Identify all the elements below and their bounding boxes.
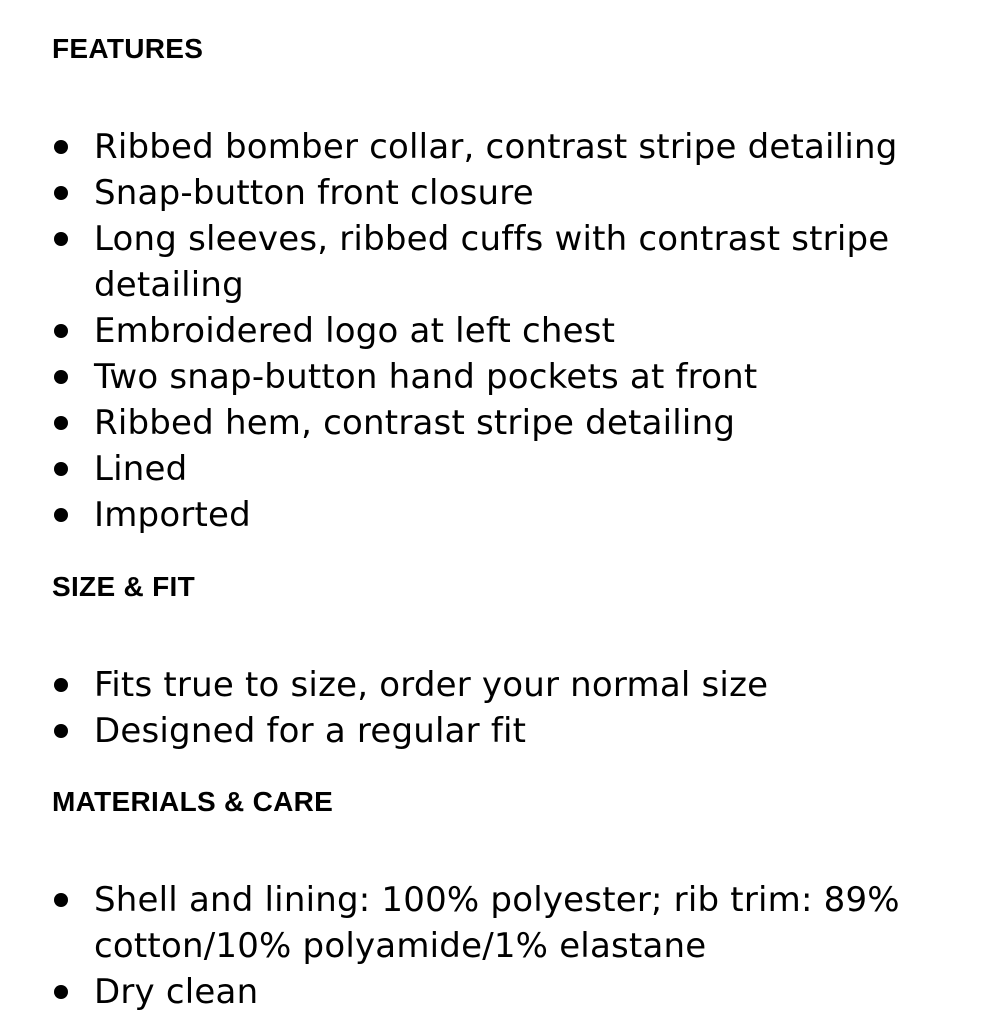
list-item-text: Designed for a regular fit: [94, 711, 527, 751]
list-item-text: Two snap-button hand pockets at front: [94, 357, 758, 397]
list-item-text: Fits true to size, order your normal size: [94, 665, 769, 705]
list-item-text: Imported: [94, 495, 251, 535]
bullet-dot-icon: [54, 678, 68, 692]
list-item: [52, 124, 914, 170]
bullet-dot-icon: [54, 140, 68, 154]
list-item-text: Embroidered logo at left chest: [94, 311, 616, 351]
bullet-dot-icon: [54, 508, 68, 522]
list-item: [52, 170, 914, 216]
materials-care-section: [52, 785, 952, 1015]
bullet-dot-icon: [54, 724, 68, 738]
materials-care-heading: MATERIALS & CARE: [52, 786, 334, 817]
features-heading: FEATURES: [52, 33, 204, 64]
list-item-text: Lined: [94, 449, 188, 489]
bullet-dot-icon: [54, 370, 68, 384]
size-fit-section: [52, 570, 952, 754]
list-item-text: Snap-button front closure: [94, 173, 534, 213]
bullet-dot-icon: [54, 893, 68, 907]
list-item: [52, 308, 914, 354]
size-fit-heading: SIZE & FIT: [52, 571, 195, 602]
list-item: [52, 708, 914, 754]
bullet-dot-icon: [54, 186, 68, 200]
list-item: [52, 492, 914, 538]
list-item: [52, 216, 914, 308]
list-item: [52, 877, 914, 969]
features-section: [52, 32, 952, 538]
list-item-text: Dry clean: [94, 972, 259, 1012]
bullet-dot-icon: [54, 324, 68, 338]
list-item: [52, 354, 914, 400]
list-item: [52, 969, 914, 1015]
size-fit-list: [52, 662, 952, 754]
bullet-dot-icon: [54, 232, 68, 246]
bullet-dot-icon: [54, 416, 68, 430]
materials-care-list: [52, 877, 952, 1015]
list-item-text: Long sleeves, ribbed cuffs with contrast stripe detailing: [94, 219, 890, 305]
bullet-dot-icon: [54, 462, 68, 476]
list-item: [52, 400, 914, 446]
list-item: [52, 662, 914, 708]
list-item-text: Shell and lining: 100% polyester; rib trim: 89% cotton/10% polyamide/1% elastane: [94, 880, 900, 966]
list-item-text: Ribbed bomber collar, contrast stripe detailing: [94, 127, 898, 167]
list-item-text: Ribbed hem, contrast stripe detailing: [94, 403, 736, 443]
bullet-dot-icon: [54, 985, 68, 999]
list-item: [52, 446, 914, 492]
features-list: [52, 124, 952, 538]
